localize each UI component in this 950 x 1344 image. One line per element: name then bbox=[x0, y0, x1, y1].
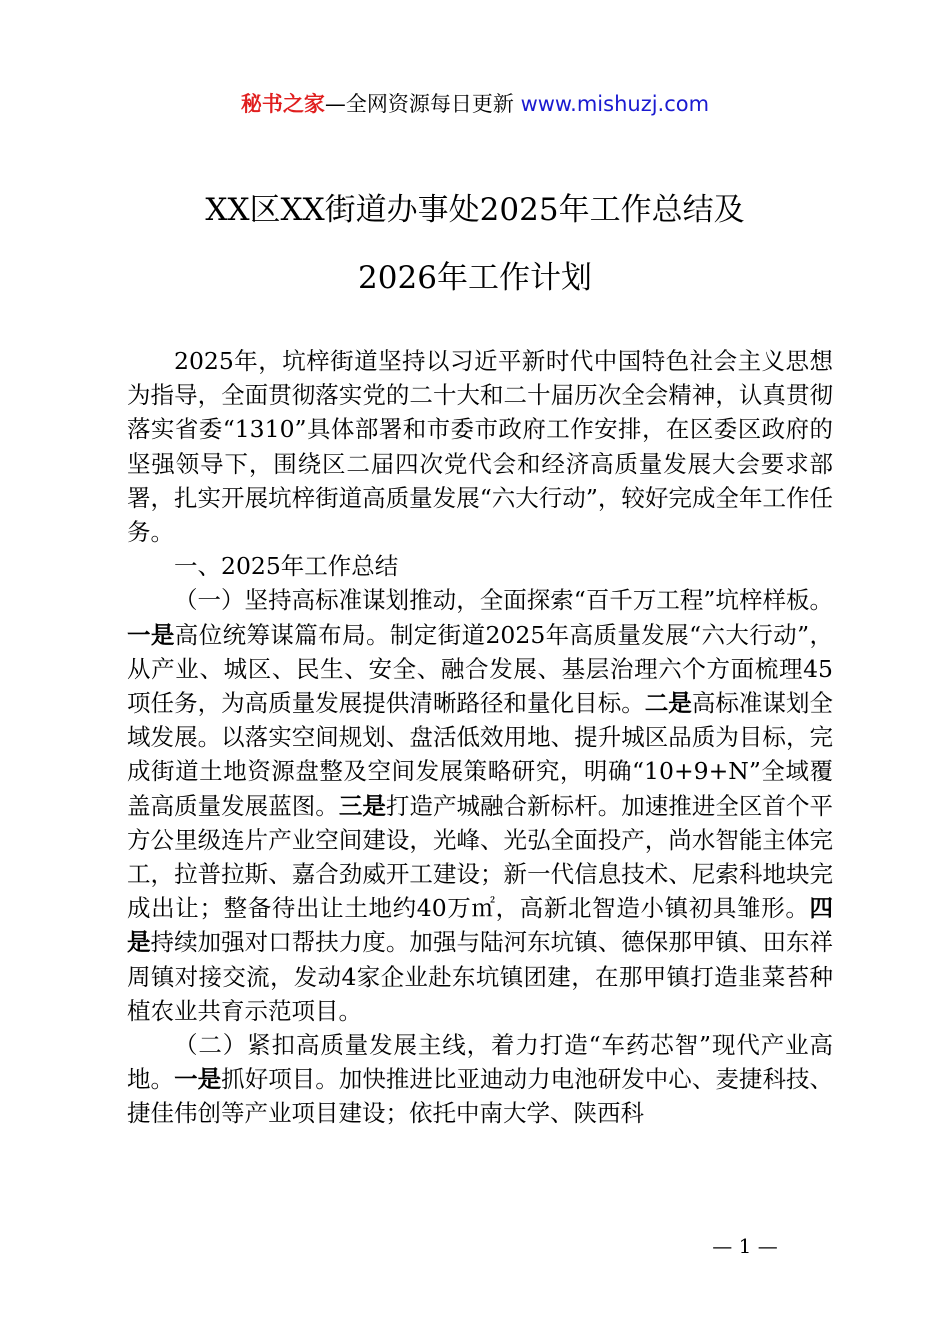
paragraph-text: （二）紧扣高质量发展主线，着力打造“车药芯智”现代产业高地。 bbox=[127, 1031, 833, 1094]
bold-marker: 四是 bbox=[127, 894, 833, 957]
site-tagline: —全网资源每日更新 bbox=[324, 92, 521, 116]
document-title-line-1: XX区XX街道办事处2025年工作总结及 bbox=[205, 192, 745, 228]
site-url-link[interactable]: www.mishuzj.com bbox=[520, 92, 710, 116]
paragraph-text: 高标准谋划全域发展。以落实空间规划、盘活低效用地、提升城区品质为目标，完成街道土地资源盘整及空间发展策略研究，明确“10+9+N”全域覆盖高质量发展蓝图。 bbox=[127, 689, 834, 820]
bold-marker: 一是 bbox=[127, 620, 175, 649]
document-body bbox=[127, 344, 833, 1131]
bold-marker: 一是 bbox=[174, 1065, 222, 1094]
page-number: — 1 — bbox=[712, 1234, 778, 1258]
paragraph-text: 持续加强对口帮扶力度。加强与陆河东坑镇、德保那甲镇、田东祥周镇对接交流，发动4家企业赴东坑镇团建，在那甲镇打造韭菜苔种植农业共育示范项目。 bbox=[127, 928, 834, 1025]
paragraph-item-1 bbox=[127, 583, 833, 1028]
bold-marker: 三是 bbox=[338, 791, 386, 820]
bold-marker: 二是 bbox=[644, 689, 692, 718]
site-header bbox=[0, 88, 950, 120]
paragraph-text: （一）坚持高标准谋划推动，全面探索“百千万工程”坑梓样板。 bbox=[174, 586, 833, 615]
paragraph-text: 抓好项目。加快推进比亚迪动力电池研发中心、麦捷科技、捷佳伟创等产业项目建设；依托中南大学、陕西科 bbox=[127, 1065, 834, 1128]
intro-paragraph: 2025年，坑梓街道坚持以习近平新时代中国特色社会主义思想为指导，全面贯彻落实党的二十大和二十届历次全会精神，认真贯彻落实省委“1310”具体部署和市委市政府工作安排，在区委区政府的坚强领导下，围绕区二届四次党代会和经济高质量发展大会要求部署，扎实开展坑梓街道高质量发展“六大行动”，较好完成全年工作任务。 bbox=[127, 347, 833, 547]
document-title-line-2: 2026年工作计划 bbox=[358, 260, 592, 296]
paragraph-text: 高位统筹谋篇布局。制定街道2025年高质量发展“六大行动”，从产业、城区、民生、安全、融合发展、基层治理六个方面梳理45项任务，为高质量发展提供清晰路径和量化目标。 bbox=[127, 620, 833, 718]
paragraph-text: 打造产城融合新标杆。加速推进全区首个平方公里级连片产业空间建设，光峰、光弘全面投产，尚水智能主体完工，拉普拉斯、嘉合劲威开工建设；新一代信息技术、尼索科地块完成出让；整备待出让土地约40万㎡，高新北智造小镇初具雏形。 bbox=[127, 791, 834, 923]
site-brand: 秘书之家 bbox=[240, 92, 325, 116]
section-heading: 一、2025年工作总结 bbox=[174, 552, 399, 581]
paragraph-item-2 bbox=[127, 1028, 833, 1131]
